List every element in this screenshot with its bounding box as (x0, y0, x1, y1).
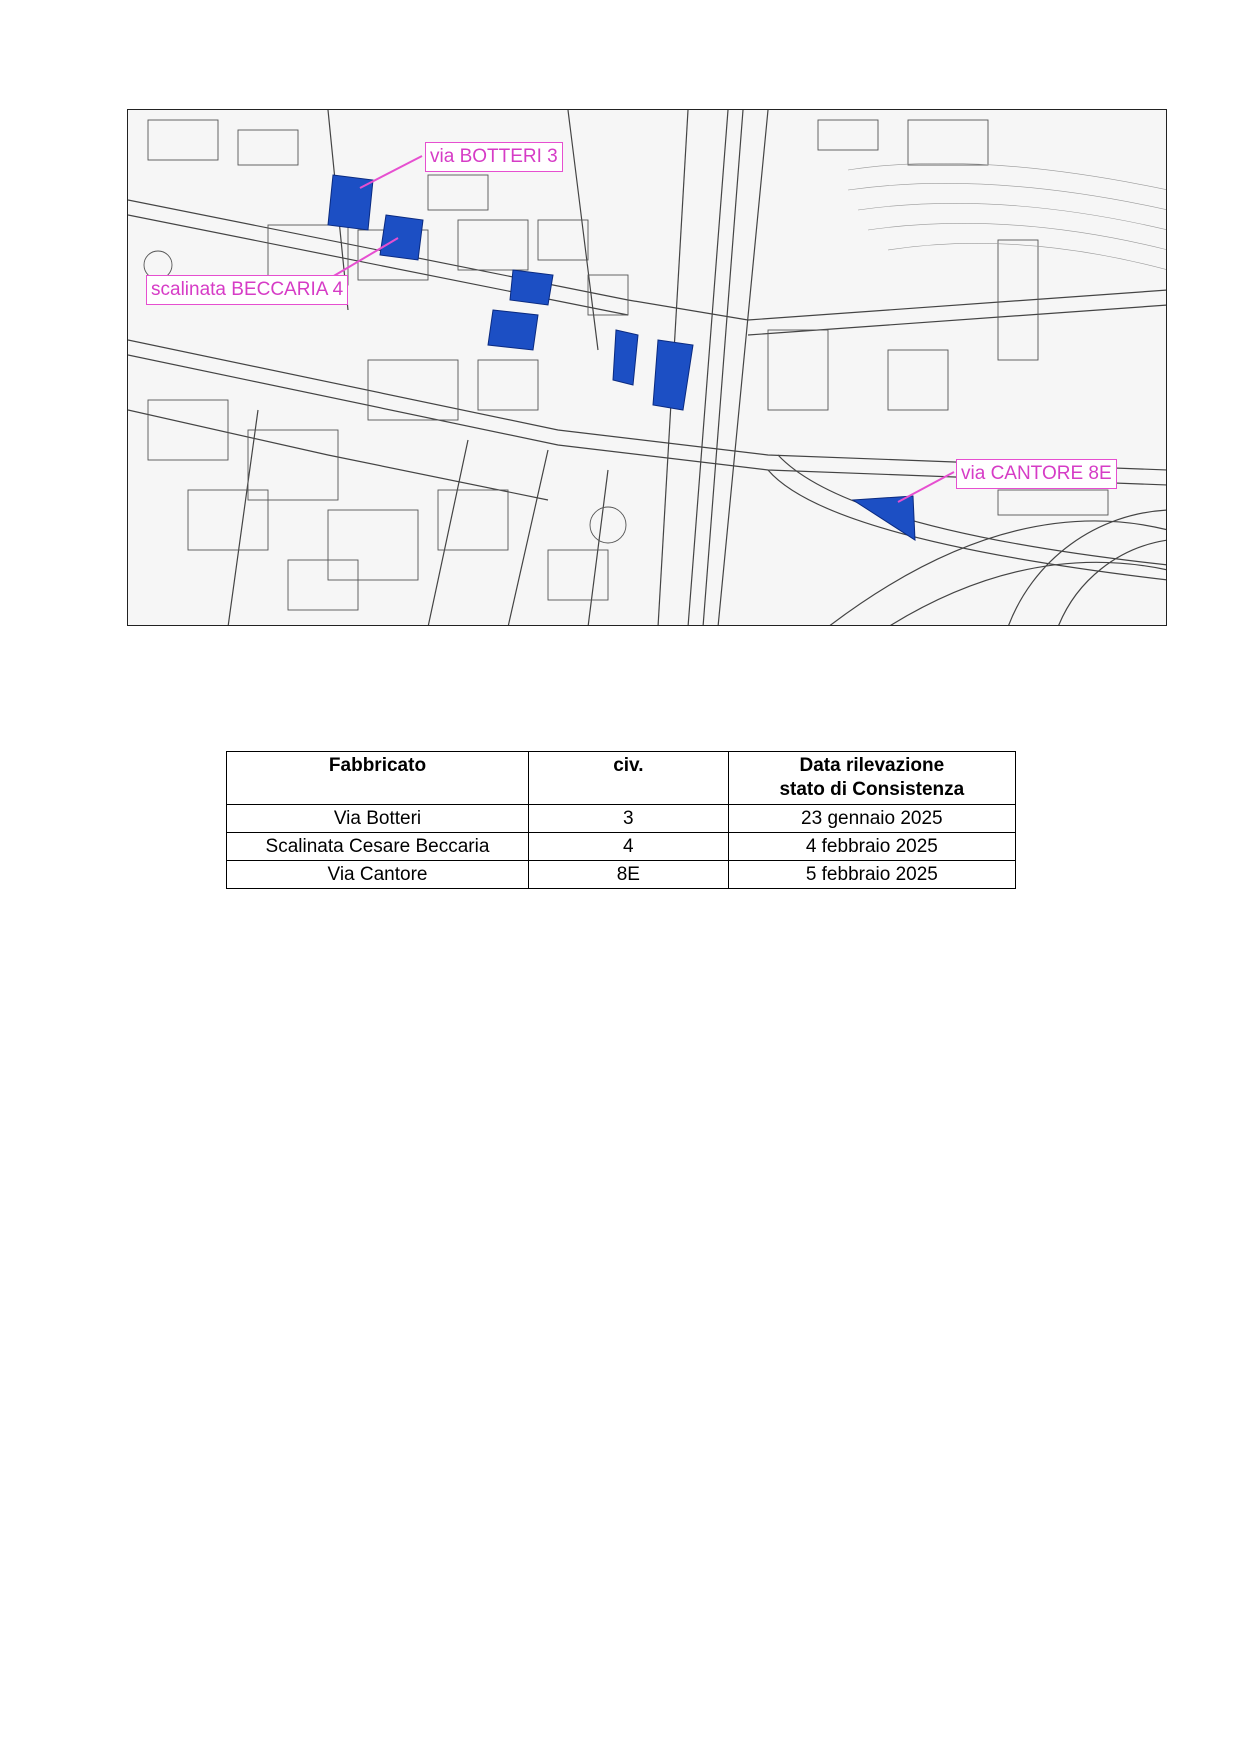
map-drawing (128, 110, 1167, 626)
cadastral-map (127, 109, 1167, 626)
callout-scalinata-beccaria: scalinata BECCARIA 4 (146, 275, 348, 305)
cell-date: 4 febbraio 2025 (728, 833, 1015, 861)
table-row (227, 861, 1016, 889)
header-date-line2: stato di Consistenza (779, 779, 965, 800)
table-header-row (227, 752, 1016, 805)
cell-number: 3 (528, 805, 728, 833)
table-row (227, 805, 1016, 833)
survey-table (226, 751, 1016, 889)
cell-date: 23 gennaio 2025 (728, 805, 1015, 833)
header-number: civ. (528, 752, 728, 805)
header-building: Fabbricato (227, 752, 529, 805)
callout-via-cantore: via CANTORE 8E (956, 459, 1117, 489)
cell-building: Scalinata Cesare Beccaria (227, 833, 529, 861)
cell-number: 4 (528, 833, 728, 861)
callout-via-botteri: via BOTTERI 3 (425, 142, 563, 172)
header-date (728, 752, 1015, 805)
cell-date: 5 febbraio 2025 (728, 861, 1015, 889)
header-date-line1: Data rilevazione (799, 755, 945, 776)
cell-number: 8E (528, 861, 728, 889)
cell-building: Via Botteri (227, 805, 529, 833)
table-row (227, 833, 1016, 861)
cell-building: Via Cantore (227, 861, 529, 889)
